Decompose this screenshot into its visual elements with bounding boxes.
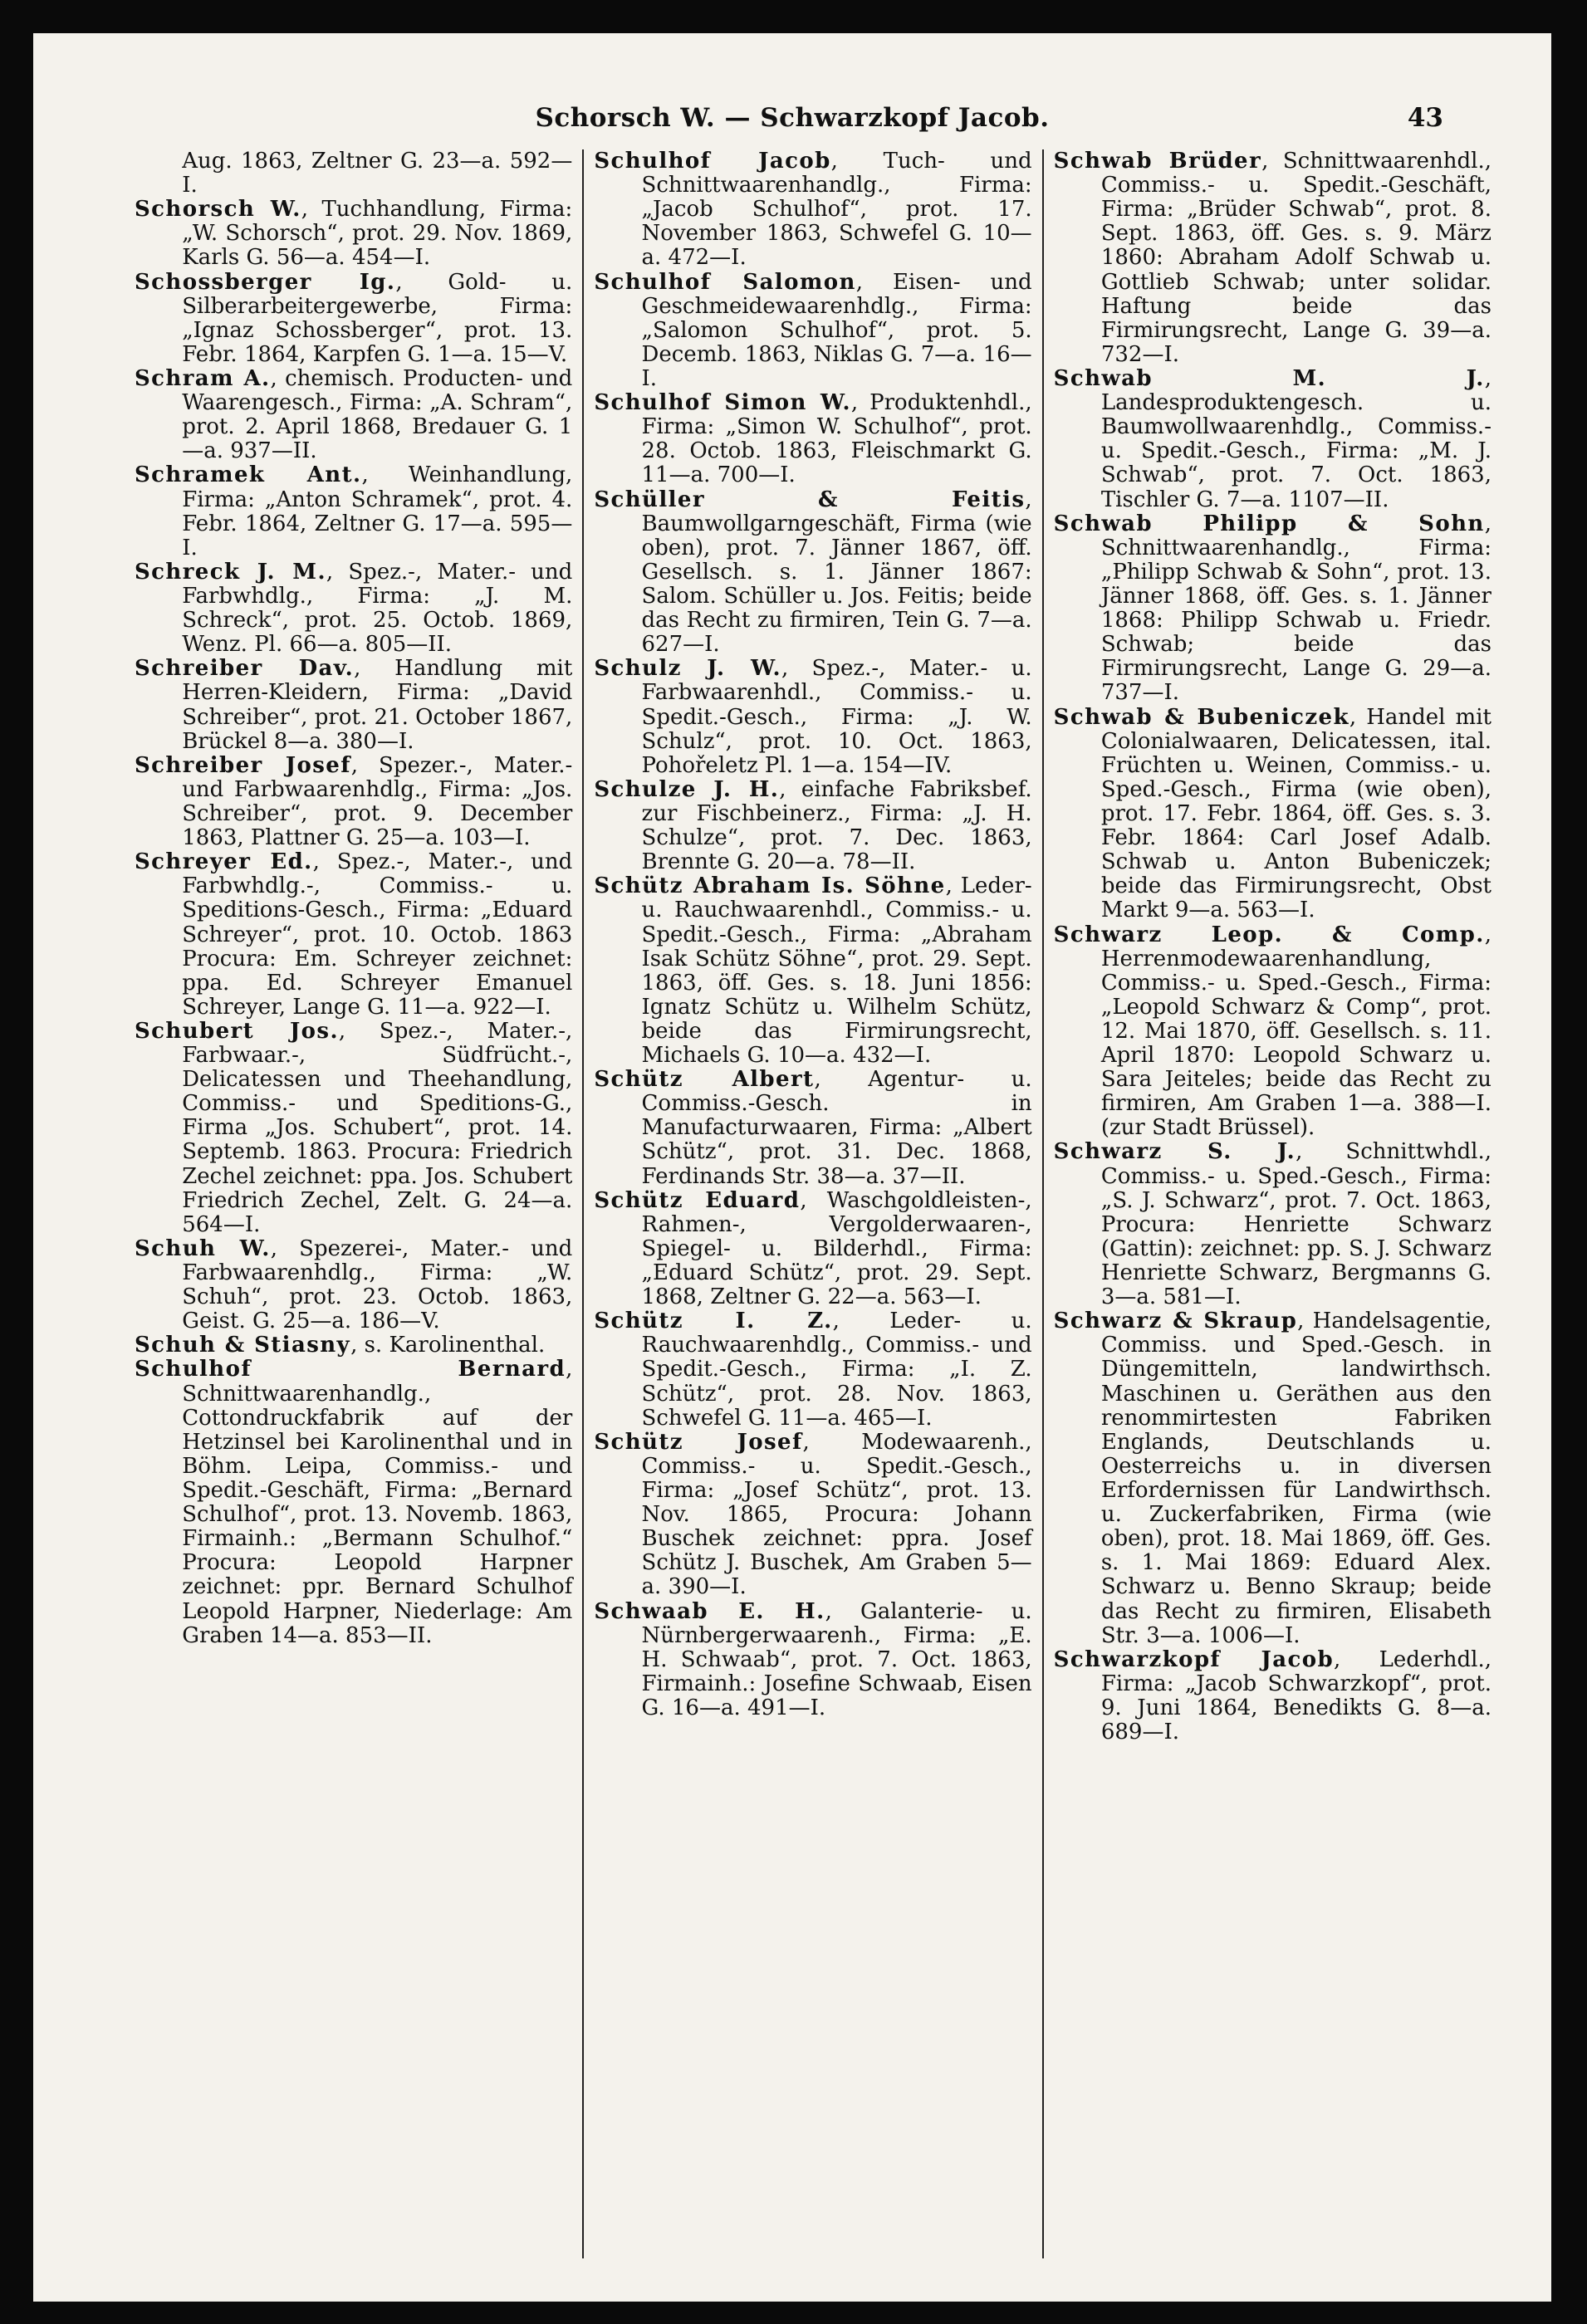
- directory-entry: [1054, 149, 1491, 367]
- entry-name: Schulhof Simon W.: [594, 390, 851, 416]
- page-number: 43: [1407, 103, 1443, 133]
- directory-entry: [1054, 512, 1491, 706]
- entry-name: Schütz Albert: [594, 1067, 815, 1093]
- text-columns: [125, 149, 1501, 2258]
- entry-name: Schütz Josef: [594, 1429, 803, 1455]
- entry-details: , Tuch- und Schnittwaarenhandlg., Firma: „Jacob Schulhof“, prot. 17. November 1863, Schwefel G. 10—a. 472—I.: [641, 149, 1032, 271]
- directory-entry: [594, 1309, 1031, 1431]
- entry-name: Schüller & Feitis: [594, 487, 1026, 512]
- running-head: Schorsch W. — Schwarzkopf Jacob.: [535, 103, 1050, 133]
- entry-details: , Lederhdl., Firma: „Jacob Schwarzkopf“, prot. 9. Juni 1864, Benedikts G. 8—a. 689—I.: [1100, 1646, 1491, 1745]
- entry-name: Schulze J. H.: [594, 776, 780, 802]
- entry-name: Schuh W.: [135, 1235, 271, 1261]
- directory-entry: [135, 149, 572, 198]
- entry-details: , Galanterie- u. Nürnbergerwaarenh., Firma: „E. H. Schwaab“, prot. 7. Oct. 1863, Firmainh.: Josefine Schwaab, Eisen G. 16—a. 491—I.: [641, 1598, 1032, 1720]
- entry-details: , Agentur- u. Commiss.-Gesch. in Manufacturwaaren, Firma: „Albert Schütz“, prot. 31. Dec. 1868, Ferdinands Str. 38—a. 37—II.: [641, 1067, 1032, 1189]
- entry-name: Schorsch W.: [135, 197, 301, 223]
- entry-name: Schwab & Bubeniczek: [1053, 704, 1349, 730]
- entry-name: Schreiber Dav.: [135, 656, 355, 682]
- entry-details: , Waschgoldleisten-, Rahmen-, Vergolderwaaren-, Spiegel- u. Bilderhdl., Firma: „Eduard Schütz“, prot. 29. Sept. 1868, Zeltner G. 22—a. 563—I.: [641, 1187, 1032, 1310]
- entry-name: Schulhof Salomon: [594, 269, 856, 295]
- entry-details: , Leder- u. Rauchwaarenhdl., Commiss.- u. Spedit.-Gesch., Firma: „Abraham Isak Schütz Söhne“, prot. 29. Sept. 1863, öff. Ges. s. 18. Juni 1856: Ignatz Schütz u. Wilhelm Schütz, beide das Firmirungsrecht, Michaels G. 10—a. 432—I.: [641, 873, 1032, 1069]
- entry-name: Schulhof Bernard: [135, 1357, 566, 1382]
- directory-entry: [135, 367, 572, 463]
- column-middle: [582, 149, 1041, 2258]
- directory-entry: [135, 198, 572, 270]
- entry-details: , Eisen- und Geschmeidewaarenhdlg., Firma: „Salomon Schulhof“, prot. 5. Decemb. 1863, Niklas G. 7—a. 16—I.: [641, 269, 1032, 391]
- entry-name: Schwarz S. J.: [1053, 1139, 1296, 1165]
- entry-name: Schubert Jos.: [135, 1018, 339, 1044]
- entry-name: Schwaab E. H.: [594, 1598, 825, 1624]
- entry-details: , Handlung mit Herren-Kleidern, Firma: „David Schreiber“, prot. 21. October 1867, Brückel 8—a. 380—I.: [182, 656, 573, 754]
- directory-entry: [594, 1600, 1031, 1721]
- directory-entry: [594, 1189, 1031, 1310]
- entry-name: Schulz J. W.: [594, 656, 781, 682]
- page-header: [33, 93, 1551, 143]
- entry-details: , Spez.-, Mater.-, Farbwaar.-, Südfrücht.-, Delicatessen und Theehandlung, Commiss.- und Speditions-G., Firma „Jos. Schubert“, prot. 14. Septemb. 1863. Procura: Friedrich Zechel zeichnet: ppa. Jos. Schubert Friedrich Zechel, Zelt. G. 24—a. 564—I.: [182, 1018, 573, 1237]
- entry-name: Schram A.: [135, 365, 271, 391]
- directory-entry: [594, 488, 1031, 658]
- entry-details: , Handel mit Colonialwaaren, Delicatessen, ital. Früchten u. Weinen, Commiss.- u. Sped.-Gesch., Firma (wie oben), prot. 17. Febr. 1864, öff. Ges. s. 3. Febr. 1864: Carl Josef Adalb. Schwab u. Anton Bubeniczek; beide das Firmirungsrecht, Obst Markt 9—a. 563—I.: [1100, 704, 1491, 923]
- directory-entry: [135, 657, 572, 753]
- entry-details: , Spez.-, Mater.-, und Farbwhdlg.-, Commiss.- u. Speditions-Gesch., Firma: „Eduard Schreyer“, prot. 10. Octob. 1863 Procura: Em. Schreyer zeichnet: ppa. Ed. Schreyer Emanuel Schreyer, Lange G. 11—a. 922—I.: [182, 849, 573, 1020]
- entry-name: Schwab Brüder: [1053, 149, 1262, 174]
- directory-page: [33, 33, 1551, 2302]
- column-left: [125, 149, 582, 2258]
- entry-details: , Baumwollgarngeschäft, Firma (wie oben), prot. 7. Jänner 1867, öff. Gesellsch. s. 1. Jänner 1867: Salom. Schüller u. Jos. Feitis; beide das Recht zu firmiren, Tein G. 7—a. 627—I.: [641, 487, 1032, 658]
- directory-entry: [594, 1068, 1031, 1189]
- entry-details: , Landesproduktengesch. u. Baumwollwaarenhdlg., Commiss.- u. Spedit.-Gesch., Firma: „M. J. Schwab“, prot. 7. Oct. 1863, Tischler G. 7—a. 1107—II.: [1100, 365, 1491, 512]
- directory-entry: [135, 850, 572, 1020]
- directory-entry: [594, 1431, 1031, 1600]
- entry-details: , Schnittwaarenhdl., Commiss.- u. Spedit.-Geschäft, Firma: „Brüder Schwab“, prot. 8. Sept. 1863, öff. Ges. s. 9. März 1860: Abraham Adolf Schwab u. Gottlieb Schwab; unter solidar. Haftung beide das Firmirungsrecht, Lange G. 39—a. 732—I.: [1100, 149, 1491, 367]
- entry-name: Schwarz & Skraup: [1053, 1309, 1298, 1334]
- entry-details: , Spezerei-, Mater.- und Farbwaarenhdlg., Firma: „W. Schuh“, prot. 23. Octob. 1863, Geist. G. 25—a. 186—V.: [182, 1235, 573, 1334]
- entry-details: , Tuchhandlung, Firma: „W. Schorsch“, prot. 29. Nov. 1869, Karls G. 56—a. 454—I.: [182, 197, 573, 271]
- entry-name: Schwab M. J.: [1053, 365, 1485, 391]
- directory-entry: [135, 560, 572, 657]
- entry-details: , Spez.-, Mater.- u. Farbwaarenhdl., Commiss.- u. Spedit.-Gesch., Firma: „J. W. Schulz“, prot. 10. Oct. 1863, Pohořeletz Pl. 1—a. 154—IV.: [641, 656, 1032, 778]
- entry-name: Schwarz Leop. & Comp.: [1053, 922, 1485, 947]
- directory-entry: [135, 1358, 572, 1647]
- directory-entry: [594, 149, 1031, 271]
- directory-entry: [135, 754, 572, 850]
- entry-name: Schwab Philipp & Sohn: [1053, 511, 1485, 536]
- column-right: [1042, 149, 1501, 2258]
- entry-name: Schreiber Josef: [135, 752, 351, 778]
- directory-entry: [135, 1333, 572, 1358]
- directory-entry: [135, 1020, 572, 1237]
- entry-name: Schossberger Ig.: [135, 269, 396, 295]
- entry-details: , Produktenhdl., Firma: „Simon W. Schulhof“, prot. 28. Octob. 1863, Fleischmarkt G. 11—a. 700—I.: [641, 390, 1032, 488]
- directory-entry: [594, 778, 1031, 874]
- entry-details: , chemisch. Producten- und Waarengesch., Firma: „A. Schram“, prot. 2. April 1868, Bredauer G. 1—a. 937—II.: [182, 365, 573, 464]
- directory-entry: [594, 874, 1031, 1068]
- entry-name: Schwarzkopf Jacob: [1053, 1646, 1335, 1672]
- directory-entry: [1054, 706, 1491, 923]
- directory-entry: [1054, 923, 1491, 1141]
- directory-entry: [135, 463, 572, 560]
- entry-details: , Handelsagentie, Commiss. und Sped.-Gesch. in Düngemitteln, landwirthsch. Maschinen u. Geräthen aus den renommirtesten Fabriken Englands, Deutschlands u. Oesterreichs u. in diversen Erfordernissen für Landwirthsch. u. Zuckerfabriken, Firma (wie oben), prot. 18. Mai 1869, öff. Ges. s. 1. Mai 1869: Eduard Alex. Schwarz u. Benno Skraup; beide das Recht zu firmiren, Elisabeth Str. 3—a. 1006—I.: [1100, 1309, 1491, 1648]
- directory-entry: [135, 271, 572, 367]
- entry-name: Schuh & Stiasny: [135, 1333, 351, 1358]
- directory-entry: [594, 391, 1031, 487]
- entry-name: Schreyer Ed.: [135, 849, 313, 875]
- entry-name: Schreck J. M.: [135, 559, 326, 585]
- directory-entry: [1054, 1309, 1491, 1648]
- directory-entry: [135, 1237, 572, 1333]
- entry-name: Schramek Ant.: [135, 462, 362, 488]
- entry-details: , Schnittwaarenhandlg., Cottondruckfabrik auf der Hetzinsel bei Karolinenthal und in Böhm. Leipa, Commiss.- und Spedit.-Geschäft, Firma: „Bernard Schulhof“, prot. 13. Novemb. 1863, Firmainh.: „Bermann Schulhof.“ Procura: Leopold Harpner zeichnet: ppr. Bernard Schulhof Leopold Harpner, Niederlage: Am Graben 14—a. 853—II.: [182, 1357, 573, 1648]
- entry-name: Schulhof Jacob: [594, 149, 831, 174]
- entry-details: , Spez.-, Mater.- und Farbwhdlg., Firma: „J. M. Schreck“, prot. 25. Octob. 1869, Wenz. Pl. 66—a. 805—II.: [182, 559, 573, 658]
- entry-details: , Herrenmodewaarenhandlung, Commiss.- u. Sped.-Gesch., Firma: „Leopold Schwarz & Comp“, prot. 12. Mai 1870, öff. Gesellsch. s. 11. April 1870: Leopold Schwarz u. Sara Jeiteles; beide das Recht zu firmiren, Am Graben 1—a. 388—I. (zur Stadt Brüssel).: [1100, 922, 1491, 1141]
- entry-name: Schütz Abraham Is. Söhne: [594, 873, 946, 899]
- directory-entry: [594, 271, 1031, 392]
- entry-details: , Schnittwhdl., Commiss.- u. Sped.-Gesch., Firma: „S. J. Schwarz“, prot. 7. Oct. 1863, Procura: Henriette Schwarz (Gattin): zeichnet: pp. S. J. Schwarz Henriette Schwarz, Bergmanns G. 3—a. 581—I.: [1100, 1139, 1491, 1310]
- entry-name: Schütz I. Z.: [594, 1309, 833, 1334]
- entry-details: Aug. 1863, Zeltner G. 23—a. 592—I.: [182, 149, 573, 198]
- directory-entry: [594, 657, 1031, 778]
- entry-details: , Modewaarenh., Commiss.- u. Spedit.-Gesch., Firma: „Josef Schütz“, prot. 13. Nov. 1865, Procura: Johann Buschek zeichnet: ppra. Josef Schütz J. Buschek, Am Graben 5—a. 390—I.: [641, 1429, 1032, 1600]
- directory-entry: [1054, 1648, 1491, 1744]
- entry-details: , Gold- u. Silberarbeitergewerbe, Firma: „Ignaz Schossberger“, prot. 13. Febr. 1864, Karpfen G. 1—a. 15—V.: [182, 269, 573, 367]
- directory-entry: [1054, 367, 1491, 512]
- entry-details: , Weinhandlung, Firma: „Anton Schramek“, prot. 4. Febr. 1864, Zeltner G. 17—a. 595—I.: [182, 462, 573, 560]
- entry-details: , einfache Fabriksbef. zur Fischbeinerz., Firma: „J. H. Schulze“, prot. 7. Dec. 1863, Brennte G. 20—a. 78—II.: [641, 776, 1032, 875]
- entry-details: , s. Karolinenthal.: [350, 1333, 546, 1358]
- entry-details: , Spezer.-, Mater.- und Farbwaarenhdlg., Firma: „Jos. Schreiber“, prot. 9. December 1863, Plattner G. 25—a. 103—I.: [182, 752, 573, 851]
- entry-details: , Schnittwaarenhandlg., Firma: „Philipp Schwab & Sohn“, prot. 13. Jänner 1868, öff. Ges. s. 1. Jänner 1868: Philipp Schwab u. Friedr. Schwab; beide das Firmirungsrecht, Lange G. 29—a. 737—I.: [1100, 511, 1491, 706]
- entry-details: , Leder- u. Rauchwaarenhdlg., Commiss.- und Spedit.-Gesch., Firma: „I. Z. Schütz“, prot. 28. Nov. 1863, Schwefel G. 11—a. 465—I.: [641, 1309, 1032, 1431]
- entry-name: Schütz Eduard: [594, 1187, 801, 1213]
- directory-entry: [1054, 1140, 1491, 1309]
